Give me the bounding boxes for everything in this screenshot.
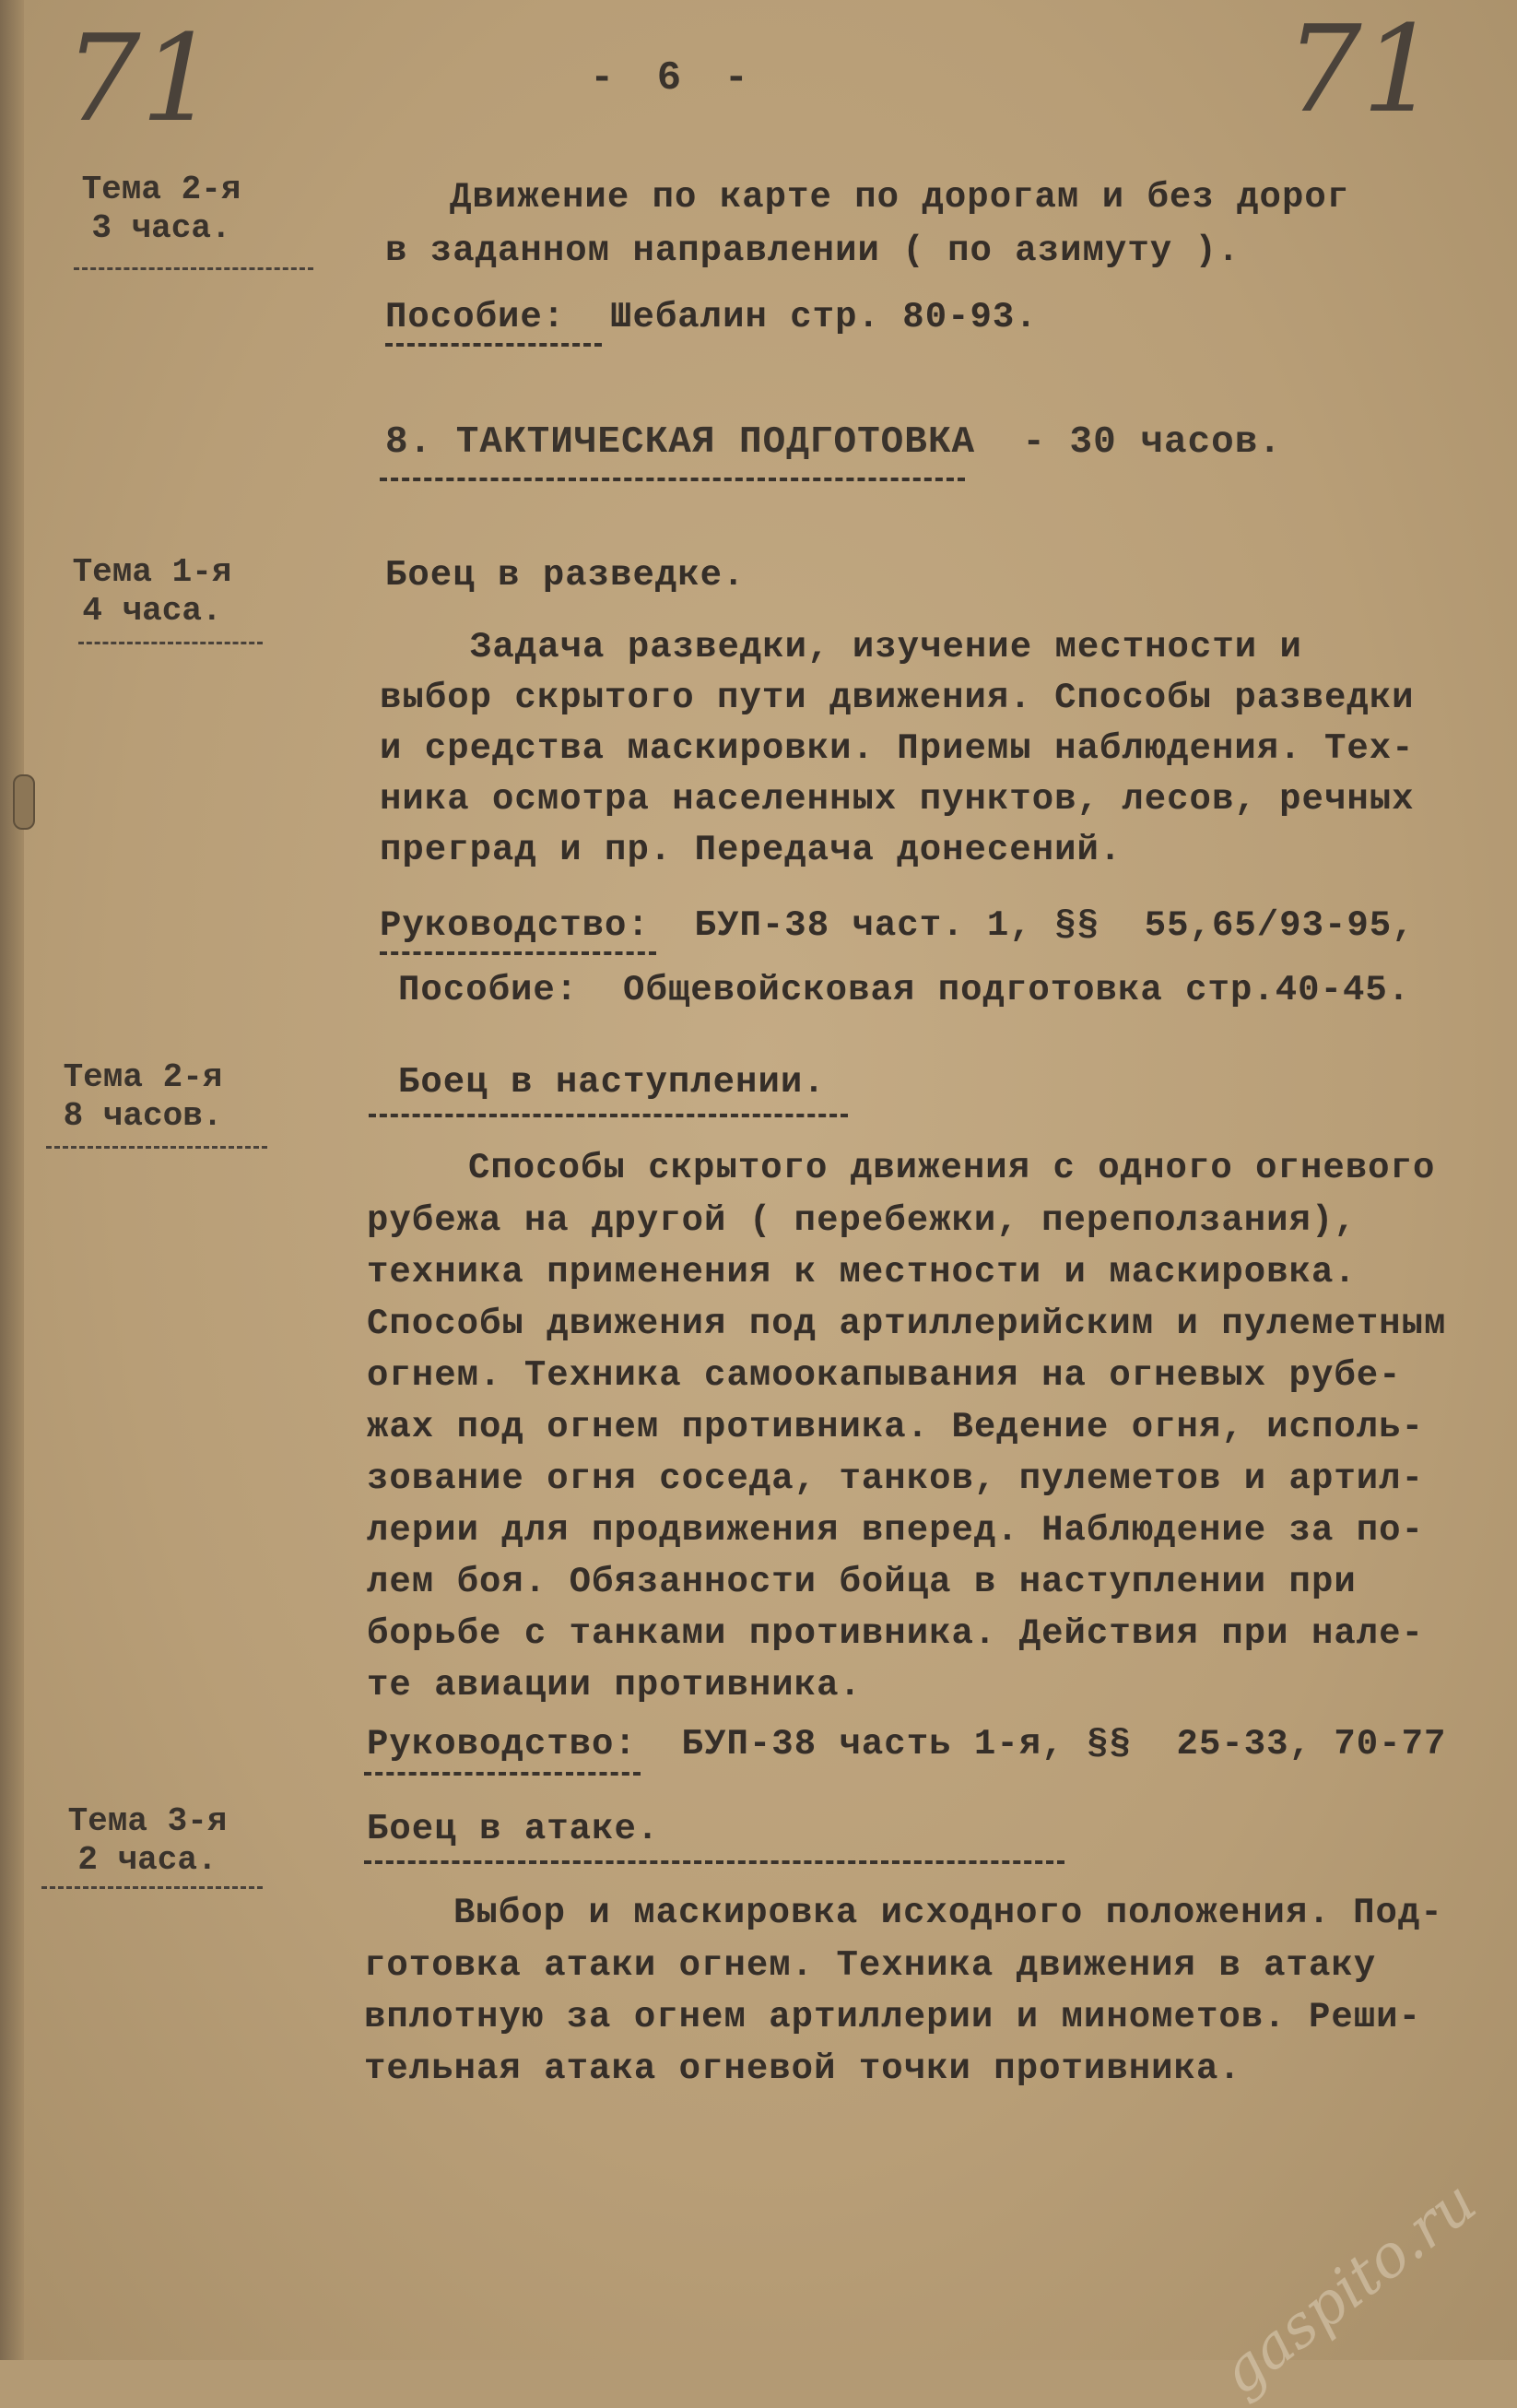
margin-topic: Тема 2-я bbox=[81, 171, 241, 208]
margin-topic: Тема 2-я bbox=[63, 1058, 223, 1096]
aid-label: Пособие: bbox=[398, 970, 579, 1010]
guide-text: БУП-38 част. 1, §§ 55,65/93-95, bbox=[694, 905, 1415, 946]
topic-title-underline bbox=[364, 1860, 1064, 1864]
text-line: выбор скрытого пути движения. Способы разведки bbox=[380, 678, 1415, 718]
binding-edge bbox=[0, 0, 24, 2360]
text-line: Движение по карте по дорогам и без дорог bbox=[450, 177, 1350, 218]
page-number: - 6 - bbox=[590, 55, 758, 101]
section-hours: - 30 часов. bbox=[1022, 421, 1282, 464]
text-line: тельная атака огневой точки противника. bbox=[364, 2048, 1241, 2089]
reference-line bbox=[385, 297, 1038, 337]
margin-hours: 8 часов. bbox=[63, 1097, 223, 1135]
topic-title-underline bbox=[369, 1114, 848, 1117]
text-line: борьбе с танками противника. Действия при нале- bbox=[367, 1613, 1424, 1654]
guide-underline bbox=[380, 951, 656, 955]
guide-line bbox=[380, 905, 1415, 946]
margin-underline bbox=[78, 642, 263, 644]
text-line: лерии для продвижения вперед. Наблюдение за по- bbox=[367, 1510, 1424, 1551]
margin-hours: 3 часа. bbox=[91, 209, 231, 247]
margin-underline bbox=[41, 1886, 263, 1889]
margin-topic: Тема 3-я bbox=[67, 1802, 228, 1840]
margin-note-topic3 bbox=[37, 1802, 258, 1880]
margin-underline bbox=[74, 267, 313, 270]
text-line: зование огня соседа, танков, пулеметов и артил- bbox=[367, 1458, 1424, 1499]
aid-text: Общевойсковая подготовка стр.40-45. bbox=[623, 970, 1411, 1010]
guide-label: Руководство: bbox=[367, 1724, 637, 1765]
topic-title: Боец в атаке. bbox=[367, 1809, 660, 1849]
margin-topic: Тема 1-я bbox=[72, 553, 232, 591]
text-line: Задача разведки, изучение местности и bbox=[470, 627, 1302, 667]
text-line: ника осмотра населенных пунктов, лесов, речных bbox=[380, 779, 1415, 820]
margin-hours: 2 часа. bbox=[77, 1841, 218, 1879]
binding-hole bbox=[13, 774, 35, 830]
reference-label: Пособие: bbox=[385, 297, 566, 337]
text-line: и средства маскировки. Приемы наблюдения. Тех- bbox=[380, 728, 1415, 769]
margin-note-topic1 bbox=[41, 553, 263, 631]
text-line: жах под огнем противника. Ведение огня, исполь- bbox=[367, 1407, 1424, 1447]
watermark: gaspito.ru bbox=[1208, 2167, 1489, 2408]
guide-line bbox=[367, 1724, 1446, 1765]
text-line: огнем. Техника самоокапывания на огневых рубе- bbox=[367, 1355, 1402, 1396]
text-line: вплотную за огнем артиллерии и минометов. Реши- bbox=[364, 1997, 1421, 2037]
pencil-mark-left: 71 bbox=[65, 8, 218, 148]
text-line: Способы движения под артиллерийским и пулеметным bbox=[367, 1304, 1447, 1344]
aid-line bbox=[398, 970, 1410, 1010]
text-line: те авиации противника. bbox=[367, 1665, 862, 1706]
text-line: преград и пр. Передача донесений. bbox=[380, 830, 1123, 870]
margin-note-prev bbox=[51, 171, 272, 248]
text-line: Выбор и маскировка исходного положения. Под- bbox=[453, 1893, 1443, 1933]
guide-label: Руководство: bbox=[380, 905, 650, 946]
topic-title: Боец в наступлении. bbox=[398, 1062, 826, 1103]
margin-underline bbox=[46, 1146, 267, 1149]
margin-hours: 4 часа. bbox=[82, 592, 222, 630]
text-line: лем боя. Обязанности бойца в наступлении при bbox=[367, 1562, 1357, 1602]
text-line: готовка атаки огнем. Техника движения в атаку bbox=[364, 1945, 1377, 1986]
section-heading bbox=[385, 421, 1282, 464]
text-line: в заданном направлении ( по азимуту ). bbox=[385, 230, 1241, 271]
text-line: рубежа на другой ( перебежки, переползания), bbox=[367, 1200, 1357, 1241]
text-line: техника применения к местности и маскировка. bbox=[367, 1252, 1357, 1293]
text-line: Способы скрытого движения с одного огневого bbox=[468, 1148, 1436, 1188]
section-heading-underline bbox=[380, 478, 965, 481]
guide-text: БУП-38 часть 1-я, §§ 25-33, 70-77 bbox=[681, 1724, 1447, 1765]
section-title: 8. ТАКТИЧЕСКАЯ ПОДГОТОВКА bbox=[385, 421, 976, 464]
topic-title: Боец в разведке. bbox=[385, 555, 746, 596]
reference-text: Шебалин стр. 80-93. bbox=[610, 297, 1038, 337]
pencil-mark-right: 71 bbox=[1286, 0, 1439, 139]
guide-underline bbox=[364, 1772, 641, 1776]
margin-note-topic2 bbox=[32, 1058, 253, 1136]
reference-underline bbox=[385, 343, 602, 347]
